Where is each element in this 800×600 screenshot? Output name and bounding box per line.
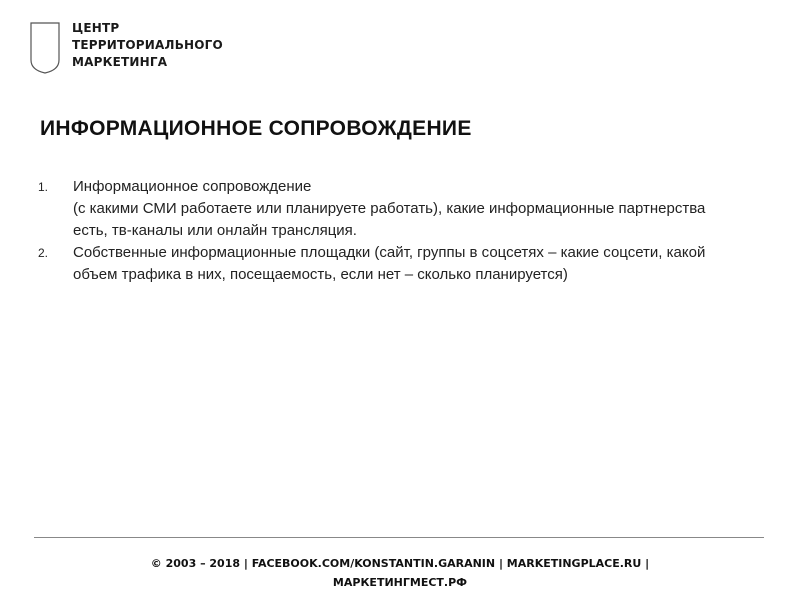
list-item-body <box>73 242 736 286</box>
list-item <box>36 242 736 286</box>
list-item-body <box>73 176 736 242</box>
list-item <box>36 176 736 242</box>
logo-line: ТЕРРИТОРИАЛЬНОГО <box>72 38 223 52</box>
page-title: ИНФОРМАЦИОННОЕ СОПРОВОЖДЕНИЕ <box>40 117 472 140</box>
list-item-number: 2. <box>38 246 49 260</box>
list-item-number: 1. <box>38 180 49 194</box>
logo-text <box>72 20 223 71</box>
footer-line: МАРКЕТИНГМЕСТ.РФ <box>332 576 468 589</box>
footer-line: © 2003 – 2018 | FACEBOOK.COM/KONSTANTIN.GARANIN | MARKETINGPLACE.RU | <box>150 557 650 570</box>
logo-line: ЦЕНТР <box>72 21 120 35</box>
logo-line: МАРКЕТИНГА <box>72 55 168 69</box>
list-item-text: Информационное сопровождение <box>73 178 312 195</box>
content-list <box>36 176 736 286</box>
footer <box>0 554 800 592</box>
list-item-text: (с какими СМИ работаете или планируете работать), какие информационные партнерства есть, тв-каналы или онлайн трансляция. <box>73 200 706 239</box>
coat-of-arms-shield-icon <box>30 22 60 74</box>
list-item-text: Собственные информационные площадки (сайт, группы в соцсетях – какие соцсети, какой объем трафика в них, посещаемость, если нет – сколько планируется) <box>73 244 706 283</box>
footer-divider <box>34 537 764 538</box>
